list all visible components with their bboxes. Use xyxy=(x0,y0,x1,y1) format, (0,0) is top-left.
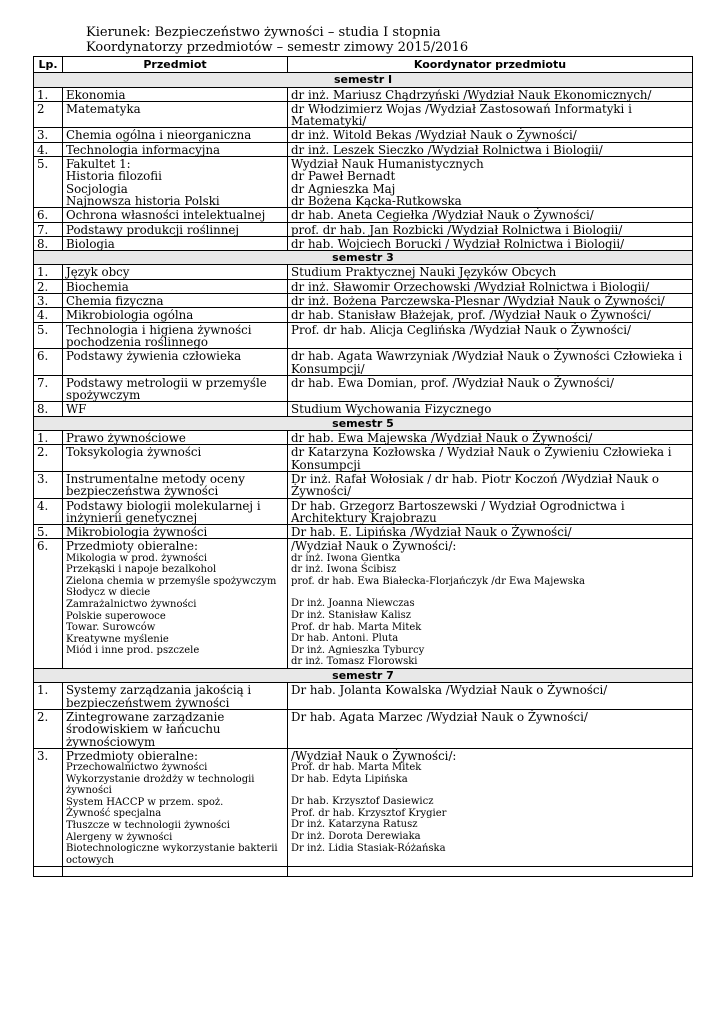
table-row xyxy=(34,101,693,128)
coordinator-cell: Studium Praktycznej Nauki Języków Obcych xyxy=(288,265,693,279)
coordinator-cell: prof. dr hab. Jan Rozbicki /Wydział Rolnictwa i Biologii/ xyxy=(288,222,693,236)
elective-subject: Tłuszcze w technologii żywności xyxy=(66,820,230,832)
coordinator-cell: Dr hab. E. Lipińska /Wydział Nauk o Żywności/ xyxy=(288,525,693,539)
elective-coordinator: Dr inż. Katarzyna Ratusz xyxy=(291,819,418,831)
row-number: 2. xyxy=(34,709,63,748)
column-header-coordinator: Koordynator przedmiotu xyxy=(288,57,693,73)
column-header-subject: Przedmiot xyxy=(63,57,288,73)
table-row xyxy=(34,294,693,308)
table-row xyxy=(34,322,693,349)
semester-label: semestr I xyxy=(34,73,693,87)
subject-cell: Chemia ogólna i nieorganiczna xyxy=(63,128,288,142)
row-number: 5. xyxy=(34,322,63,349)
sub-subject: Historia filozofii xyxy=(66,169,162,184)
table-row xyxy=(34,265,693,279)
empty-cell xyxy=(34,867,63,877)
row-number: 7. xyxy=(34,222,63,236)
table-row xyxy=(34,683,693,710)
semester-header-row xyxy=(34,669,693,683)
table-row xyxy=(34,748,693,867)
subject-cell: Podstawy biologii molekularnej i inżynierii genetycznej xyxy=(63,498,288,525)
subject-cell xyxy=(63,157,288,208)
subject-cell: Mikrobiologia żywności xyxy=(63,525,288,539)
elective-group-label: Fakultet 1: xyxy=(66,157,131,172)
subject-cell: Ochrona własności intelektualnej xyxy=(63,208,288,222)
row-number: 1. xyxy=(34,431,63,445)
coordinator-cell: dr inż. Mariusz Chądrzyński /Wydział Nauk Ekonomicznych/ xyxy=(288,87,693,101)
table-row xyxy=(34,498,693,525)
elective-coordinator: Prof. dr hab. Marta Mitek xyxy=(291,762,422,774)
table-row xyxy=(34,128,693,142)
document-header xyxy=(86,26,468,55)
sub-coordinator: dr Agnieszka Maj xyxy=(291,181,396,196)
coordinator-cell: Prof. dr hab. Alicja Ceglińska /Wydział Nauk o Żywności/ xyxy=(288,322,693,349)
subject-cell: Instrumentalne metody oceny bezpieczeństwa żywności xyxy=(63,471,288,498)
table-row-empty xyxy=(34,867,693,877)
table-row xyxy=(34,222,693,236)
coordinator-cell: dr Katarzyna Kozłowska / Wydział Nauk o Żywieniu Człowieka i Konsumpcji xyxy=(288,445,693,472)
field-of-study-title: Kierunek: Bezpieczeństwo żywności – studia I stopnia xyxy=(86,25,441,40)
table-row xyxy=(34,87,693,101)
elective-coordinator: Prof. dr hab. Krzysztof Krygier xyxy=(291,807,447,819)
row-number: 3. xyxy=(34,128,63,142)
coordinator-cell xyxy=(288,157,693,208)
coordinator-cell: dr inż. Witold Bekas /Wydział Nauk o Żywności/ xyxy=(288,128,693,142)
coordinator-cell: dr hab. Ewa Majewska /Wydział Nauk o Żywności/ xyxy=(288,431,693,445)
elective-subject: Polskie superowoce xyxy=(66,610,166,622)
table-row xyxy=(34,308,693,322)
table-row xyxy=(34,431,693,445)
row-number: 2 xyxy=(34,101,63,128)
row-number: 8. xyxy=(34,236,63,250)
subject-cell: Biochemia xyxy=(63,279,288,293)
row-number: 6. xyxy=(34,539,63,669)
semester-header-row xyxy=(34,73,693,87)
coordinator-cell xyxy=(288,539,693,669)
elective-coordinator: prof. dr hab. Ewa Białecka-Florjańczyk /dr Ewa Majewska xyxy=(291,575,585,587)
elective-subject: Żywność specjalna xyxy=(66,808,162,820)
subject-cell: Chemia fizyczna xyxy=(63,294,288,308)
row-number: 1. xyxy=(34,265,63,279)
elective-subject: Miód i inne prod. pszczele xyxy=(66,645,200,657)
table-row xyxy=(34,142,693,156)
row-number: 5. xyxy=(34,525,63,539)
subject-cell: Matematyka xyxy=(63,101,288,128)
elective-subject: Alergeny w żywności xyxy=(66,831,173,843)
row-number: 3. xyxy=(34,294,63,308)
elective-subject: Kreatywne myślenie xyxy=(66,633,169,645)
coordinator-cell: dr hab. Wojciech Borucki / Wydział Rolnictwa i Biologii/ xyxy=(288,236,693,250)
table-row xyxy=(34,349,693,376)
coordinator-cell: dr Włodzimierz Wojas /Wydział Zastosowań Informatyki i Matematyki/ xyxy=(288,101,693,128)
row-number: 3. xyxy=(34,748,63,867)
subject-cell: WF xyxy=(63,402,288,416)
coordinator-cell: dr inż. Leszek Sieczko /Wydział Rolnictwa i Biologii/ xyxy=(288,142,693,156)
elective-coordinator: Prof. dr hab. Marta Mitek xyxy=(291,621,422,633)
coordinator-cell: Dr hab. Jolanta Kowalska /Wydział Nauk o Żywności/ xyxy=(288,683,693,710)
row-number: 7. xyxy=(34,375,63,402)
sub-subject: Socjologia xyxy=(66,181,128,196)
empty-cell xyxy=(288,867,693,877)
elective-group-label: Przedmioty obieralne: xyxy=(66,748,198,763)
semester-label: semestr 3 xyxy=(34,251,693,265)
elective-group-label: Przedmioty obieralne: xyxy=(66,539,198,554)
elective-coordinator: Dr hab. Edyta Lipińska xyxy=(291,773,408,785)
sub-coordinator: dr Paweł Bernadt xyxy=(291,169,396,184)
coordinator-cell xyxy=(288,748,693,867)
subject-cell: Technologia informacyjna xyxy=(63,142,288,156)
elective-subject: System HACCP w przem. spoż. xyxy=(66,796,224,808)
elective-subject: Zamrażalnictwo żywności xyxy=(66,599,197,611)
subject-cell: Biologia xyxy=(63,236,288,250)
table-row xyxy=(34,402,693,416)
coordinator-cell: Dr hab. Grzegorz Bartoszewski / Wydział Ogrodnictwa i Architektury Krajobrazu xyxy=(288,498,693,525)
subject-cell: Prawo żywnościowe xyxy=(63,431,288,445)
table-row xyxy=(34,157,693,208)
row-number: 1. xyxy=(34,683,63,710)
semester-header-row xyxy=(34,251,693,265)
table-row xyxy=(34,471,693,498)
table-row xyxy=(34,539,693,669)
row-number: 3. xyxy=(34,471,63,498)
subject-cell xyxy=(63,539,288,669)
row-number: 6. xyxy=(34,349,63,376)
subject-cell: Podstawy żywienia człowieka xyxy=(63,349,288,376)
semester-label: semestr 7 xyxy=(34,669,693,683)
row-number: 5. xyxy=(34,157,63,208)
subject-cell: Podstawy metrologii w przemyśle spożywczym xyxy=(63,375,288,402)
subject-cell: Technologia i higiena żywności pochodzenia roślinnego xyxy=(63,322,288,349)
table-row xyxy=(34,445,693,472)
semester-label: semestr 5 xyxy=(34,416,693,430)
elective-subject: Towar. Surowców xyxy=(66,622,156,634)
table-row xyxy=(34,236,693,250)
coordinator-cell: Dr hab. Agata Marzec /Wydział Nauk o Żywności/ xyxy=(288,709,693,748)
column-header-lp: Lp. xyxy=(34,57,63,73)
elective-coordinator: dr inż. Iwona Ścibisz xyxy=(291,564,397,576)
table-row xyxy=(34,208,693,222)
row-number: 2. xyxy=(34,279,63,293)
row-number: 4. xyxy=(34,498,63,525)
coordinator-cell: dr hab. Aneta Cegiełka /Wydział Nauk o Żywności/ xyxy=(288,208,693,222)
coordinator-cell: Studium Wychowania Fizycznego xyxy=(288,402,693,416)
coordinator-cell: dr hab. Stanisław Błażejak, prof. /Wydział Nauk o Żywności/ xyxy=(288,308,693,322)
row-number: 2. xyxy=(34,445,63,472)
elective-coordinator: Dr hab. Krzysztof Dasiewicz xyxy=(291,796,434,808)
table-header-row xyxy=(34,57,693,73)
row-number: 4. xyxy=(34,308,63,322)
elective-coordinator: Dr hab. Antoni. Pluta xyxy=(291,633,399,645)
subject-cell: Systemy zarządzania jakością i bezpieczeństwem żywności xyxy=(63,683,288,710)
coordinators-table xyxy=(33,56,693,877)
subject-cell xyxy=(63,748,288,867)
subject-cell: Toksykologia żywności xyxy=(63,445,288,472)
elective-subject: Słodycz w diecie xyxy=(66,587,151,599)
sub-subject: Najnowsza historia Polski xyxy=(66,193,220,208)
coordinator-cell: Dr inż. Rafał Wołosiak / dr hab. Piotr Koczoń /Wydział Nauk o Żywności/ xyxy=(288,471,693,498)
row-number: 4. xyxy=(34,142,63,156)
row-number: 6. xyxy=(34,208,63,222)
elective-coordinator: dr inż. Tomasz Florowski xyxy=(291,656,418,668)
elective-coordinator: Dr inż. Stanisław Kalisz xyxy=(291,610,412,622)
elective-coordinator: Dr inż. Dorota Derewiaka xyxy=(291,831,421,843)
subject-cell: Podstawy produkcji roślinnej xyxy=(63,222,288,236)
spacer xyxy=(291,785,689,796)
elective-coordinator: Dr inż. Lidia Stasiak-Różańska xyxy=(291,842,446,854)
table-row xyxy=(34,279,693,293)
spacer xyxy=(291,587,689,598)
empty-cell xyxy=(63,867,288,877)
elective-subject: Zielona chemia w przemyśle spożywczym xyxy=(66,575,277,587)
subject-cell: Język obcy xyxy=(63,265,288,279)
table-row xyxy=(34,525,693,539)
elective-coordinator: dr inż. Iwona Gientka xyxy=(291,552,401,564)
elective-subject: Biotechnologiczne wykorzystanie bakterii octowych xyxy=(66,843,278,866)
coordinator-cell: dr inż. Bożena Parczewska-Plesnar /Wydział Nauk o Żywności/ xyxy=(288,294,693,308)
faculty-name: Wydział Nauk Humanistycznych xyxy=(291,157,484,172)
elective-subject: Przechowalnictwo żywności xyxy=(66,762,208,774)
faculty-name: /Wydział Nauk o Żywności/: xyxy=(291,748,457,763)
coordinator-cell: dr inż. Sławomir Orzechowski /Wydział Rolnictwa i Biologii/ xyxy=(288,279,693,293)
subject-cell: Mikrobiologia ogólna xyxy=(63,308,288,322)
coordinator-cell: dr hab. Agata Wawrzyniak /Wydział Nauk o Żywności Człowieka i Konsumpcji/ xyxy=(288,349,693,376)
table-row xyxy=(34,375,693,402)
subject-cell: Ekonomia xyxy=(63,87,288,101)
elective-subject: Mikologia w prod. żywności xyxy=(66,552,208,564)
elective-coordinator: Dr inż. Joanna Niewczas xyxy=(291,598,415,610)
subject-cell: Zintegrowane zarządzanie środowiskiem w łańcuchu żywnościowym xyxy=(63,709,288,748)
elective-subject: Wykorzystanie drożdży w technologii żywności xyxy=(66,773,255,797)
table-row xyxy=(34,709,693,748)
sub-coordinator: dr Bożena Kącka-Rutkowska xyxy=(291,193,462,208)
faculty-name: /Wydział Nauk o Żywności/: xyxy=(291,539,457,554)
row-number: 1. xyxy=(34,87,63,101)
coordinator-cell: dr hab. Ewa Domian, prof. /Wydział Nauk o Żywności/ xyxy=(288,375,693,402)
row-number: 8. xyxy=(34,402,63,416)
elective-subject: Przekąski i napoje bezalkohol xyxy=(66,564,217,576)
elective-coordinator: Dr inż. Agnieszka Tyburcy xyxy=(291,644,425,656)
coordinators-subtitle: Koordynatorzy przedmiotów – semestr zimowy 2015/2016 xyxy=(86,39,469,55)
semester-header-row xyxy=(34,416,693,430)
